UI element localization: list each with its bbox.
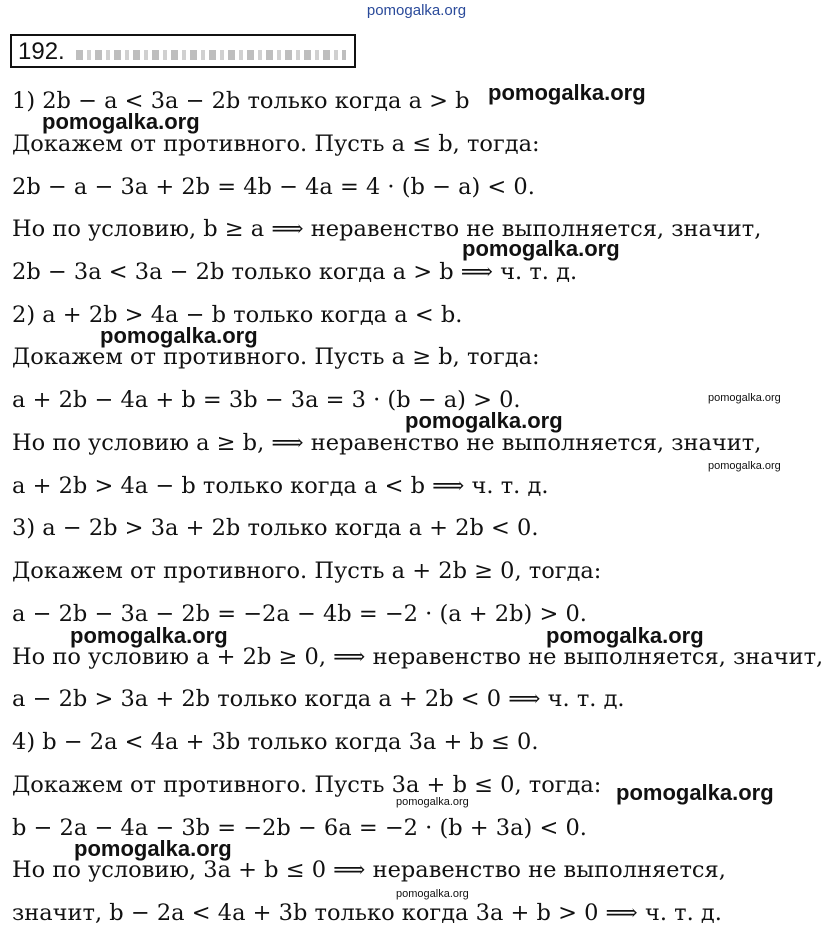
solution-line: Докажем от противного. Пусть a + 2b ≥ 0, тогда: (12, 558, 602, 584)
solution-line: b − 2a − 4a − 3b = −2b − 6a = −2 · (b + 3a) < 0. (12, 815, 587, 841)
solution-line: Но по условию a + 2b ≥ 0, ⟹ неравенство не выполняется, значит, (12, 644, 824, 670)
solution-line: 4) b − 2a < 4a + 3b только когда 3a + b ≤ 0. (12, 729, 539, 755)
solution-line: 2b − 3a < 3a − 2b только когда a > b ⟹ ч. т. д. (12, 259, 578, 285)
watermark: pomogalka.org (546, 623, 704, 648)
task-header-box (10, 34, 356, 68)
watermark: pomogalka.org (708, 460, 781, 472)
watermark: pomogalka.org (488, 80, 646, 105)
solution-line: Но по условию, b ≥ a ⟹ неравенство не выполняется, значит, (12, 216, 762, 242)
solution-line: Докажем от противного. Пусть a ≥ b, тогда: (12, 344, 540, 370)
solution-line: a + 2b − 4a + b = 3b − 3a = 3 · (b − a) > 0. (12, 387, 521, 413)
solution-line: значит, b − 2a < 4a + 3b только когда 3a + b > 0 ⟹ ч. т. д. (12, 900, 722, 926)
solution-line: Докажем от противного. Пусть a ≤ b, тогда: (12, 131, 540, 157)
watermark: pomogalka.org (42, 109, 200, 134)
solution-line: a − 2b > 3a + 2b только когда a + 2b < 0 ⟹ ч. т. д. (12, 686, 625, 712)
site-watermark-top: pomogalka.org (366, 2, 467, 19)
solution-line: 3) a − 2b > 3a + 2b только когда a + 2b < 0. (12, 515, 539, 541)
solution-line: Но по условию, 3a + b ≤ 0 ⟹ неравенство не выполняется, (12, 857, 726, 883)
solution-line: a − 2b − 3a − 2b = −2a − 4b = −2 · (a + 2b) > 0. (12, 601, 587, 627)
watermark: pomogalka.org (396, 796, 469, 808)
watermark: pomogalka.org (405, 408, 563, 433)
task-number: 192. (18, 38, 65, 65)
watermark: pomogalka.org (396, 888, 469, 900)
solution-line: 1) 2b − a < 3a − 2b только когда a > b (12, 88, 470, 114)
solution-line: Докажем от противного. Пусть 3a + b ≤ 0, тогда: (12, 772, 602, 798)
task-title-redacted (76, 50, 346, 60)
watermark: pomogalka.org (70, 623, 228, 648)
watermark: pomogalka.org (462, 236, 620, 261)
solution-line: 2) a + 2b > 4a − b только когда a < b. (12, 302, 463, 328)
watermark: pomogalka.org (708, 392, 781, 404)
watermark: pomogalka.org (100, 323, 258, 348)
solution-line: 2b − a − 3a + 2b = 4b − 4a = 4 · (b − a) < 0. (12, 174, 535, 200)
solution-line: a + 2b > 4a − b только когда a < b ⟹ ч. т. д. (12, 473, 549, 499)
watermark: pomogalka.org (616, 780, 774, 805)
solution-line: Но по условию a ≥ b, ⟹ неравенство не выполняется, значит, (12, 430, 762, 456)
watermark: pomogalka.org (74, 836, 232, 861)
